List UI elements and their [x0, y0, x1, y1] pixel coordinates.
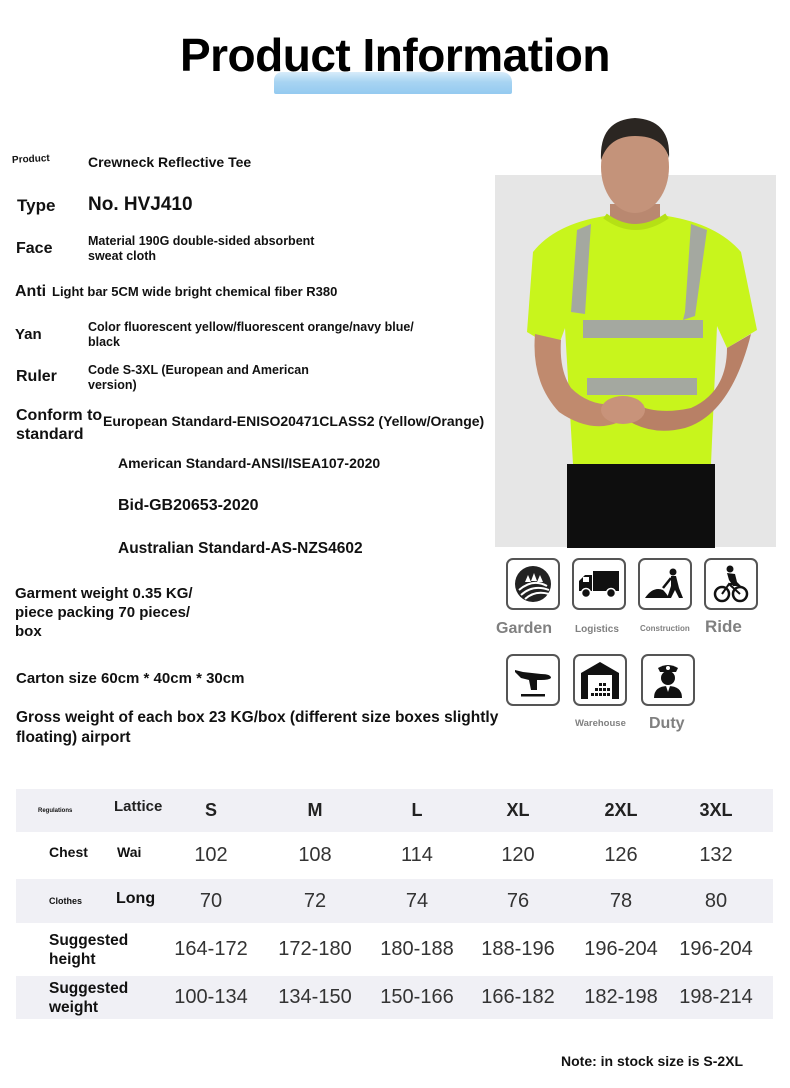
- row-label-suggested-weight-line-2: weight: [49, 998, 99, 1016]
- standard-european: European Standard-ENISO20471CLASS2 (Yellow/Orange): [103, 413, 485, 429]
- row-label-suggested-height: [49, 923, 159, 976]
- use-warehouse: [573, 654, 627, 706]
- standards-label-line-1: Conform to: [16, 407, 103, 424]
- header-size-s: S: [204, 800, 217, 820]
- row-label-clothes: Clothes: [49, 896, 83, 906]
- use-construction: [638, 558, 692, 610]
- spec-label-product: Product: [11, 153, 51, 166]
- row-label-suggested-weight-line-1: Suggested: [49, 979, 129, 997]
- spec-label-ruler: Ruler: [16, 368, 57, 385]
- cell-chest-m: 108: [298, 844, 332, 866]
- standard-australian: Australian Standard-AS-NZS4602: [118, 540, 363, 557]
- page-title: Product Information: [179, 29, 611, 81]
- gross-weight-line-2: floating) airport: [16, 729, 131, 746]
- use-label-logistics: Logistics: [575, 624, 619, 635]
- row-label-suggested-weight: [49, 976, 159, 1019]
- cell-length-l: 74: [405, 889, 429, 912]
- header-size-m: M: [307, 800, 323, 820]
- garment-weight-line-3: box: [15, 623, 42, 640]
- gross-weight-text: [16, 708, 498, 748]
- row-label-suggested-height-line-2: height: [49, 950, 96, 968]
- header-size-3xl: 3XL: [699, 800, 733, 820]
- spec-value-yan: [88, 320, 414, 350]
- cell-length-2xl: 78: [609, 889, 633, 912]
- spec-label-anti: Anti: [15, 283, 47, 300]
- garden-icon: [513, 564, 553, 604]
- stock-size-note: Note: in stock size is S-2XL: [561, 1053, 744, 1069]
- standard-bid: Bid-GB20653-2020: [118, 497, 259, 514]
- cell-weight-xl: 166-182: [481, 986, 555, 1008]
- spec-label-face: Face: [16, 240, 53, 257]
- cell-length-3xl: 80: [704, 889, 728, 912]
- garment-weight-text: [15, 584, 193, 641]
- hands-shape: [601, 396, 645, 424]
- header-regulations: Regulations: [38, 807, 73, 814]
- cell-chest-s: 102: [194, 844, 228, 866]
- row-label-chest: Chest: [49, 843, 88, 860]
- stripe-waist-horizontal: [587, 378, 697, 395]
- pants-shape: [567, 464, 715, 548]
- cell-length-xl: 76: [506, 889, 530, 912]
- spec-value-yan-line-1: Color fluorescent yellow/fluorescent orange/navy blue/: [88, 320, 414, 334]
- spec-label-yan: Yan: [15, 326, 42, 343]
- use-label-garden: Garden: [496, 620, 553, 637]
- use-duty: [641, 654, 695, 706]
- cell-height-s: 164-172: [174, 938, 248, 960]
- table-row-chest: [16, 832, 773, 879]
- truck-icon: [577, 567, 621, 601]
- spec-value-ruler-line-2: version): [88, 378, 137, 392]
- spec-value-product: Crewneck Reflective Tee: [88, 154, 252, 170]
- spec-label-type: Type: [17, 196, 56, 215]
- cell-weight-s: 100-134: [174, 986, 248, 1008]
- row-label-wai: Wai: [117, 843, 142, 860]
- construction-worker-icon: [643, 566, 687, 602]
- use-label-warehouse: Warehouse: [575, 718, 626, 729]
- use-label-ride: Ride: [705, 617, 742, 636]
- warehouse-icon: [579, 659, 621, 701]
- header-size-l: L: [411, 800, 423, 820]
- use-airport: [506, 654, 560, 706]
- spec-value-anti: Light bar 5CM wide bright chemical fiber R380: [52, 284, 338, 299]
- use-garden: [506, 558, 560, 610]
- cell-height-2xl: 196-204: [584, 938, 658, 960]
- header-size-xl: XL: [506, 800, 530, 820]
- product-photo: [495, 112, 776, 548]
- cell-height-xl: 188-196: [481, 938, 555, 960]
- garment-weight-line-2: piece packing 70 pieces/: [15, 604, 191, 621]
- garment-weight-line-1: Garment weight 0.35 KG/: [15, 585, 193, 602]
- spec-value-ruler-line-1: Code S-3XL (European and American: [88, 363, 309, 377]
- use-label-construction: Construction: [640, 624, 690, 633]
- spec-value-ruler: [88, 363, 309, 393]
- cell-height-m: 172-180: [278, 938, 352, 960]
- spec-value-yan-line-2: black: [88, 335, 120, 349]
- officer-icon: [650, 660, 686, 700]
- standard-american: American Standard-ANSI/ISEA107-2020: [118, 455, 381, 471]
- spec-value-face-line-2: sweat cloth: [88, 249, 157, 263]
- table-row-length: [16, 879, 773, 923]
- carton-size-text: Carton size 60cm * 40cm * 30cm: [16, 670, 245, 687]
- cell-weight-2xl: 182-198: [584, 986, 658, 1008]
- gross-weight-line-1: Gross weight of each box 23 KG/box (different size boxes slightly: [16, 709, 499, 726]
- spec-value-face: [88, 234, 314, 264]
- header-size-2xl: 2XL: [604, 800, 638, 820]
- standards-label-line-2: standard: [16, 426, 84, 443]
- table-row-suggested-height: [16, 923, 773, 976]
- header-lattice: Lattice: [114, 798, 163, 815]
- spec-value-type: No. HVJ410: [88, 194, 193, 215]
- size-table: [16, 789, 773, 1019]
- cell-height-3xl: 196-204: [679, 938, 753, 960]
- airplane-icon: [511, 660, 555, 700]
- row-label-long: Long: [116, 890, 156, 907]
- cell-chest-l: 114: [401, 844, 433, 866]
- cell-chest-xl: 120: [501, 844, 535, 866]
- use-label-duty: Duty: [649, 715, 685, 732]
- stripe-chest-horizontal: [583, 320, 703, 338]
- cell-weight-m: 134-150: [278, 986, 352, 1008]
- standards-label: [16, 406, 102, 444]
- cell-chest-2xl: 126: [604, 844, 638, 866]
- table-row-suggested-weight: [16, 976, 773, 1019]
- cell-weight-3xl: 198-214: [679, 986, 753, 1008]
- use-ride: [704, 558, 758, 610]
- cell-height-l: 180-188: [380, 938, 454, 960]
- cell-weight-l: 150-166: [380, 986, 454, 1008]
- cell-length-s: 70: [199, 889, 223, 912]
- row-label-suggested-height-line-1: Suggested: [49, 931, 129, 949]
- cell-length-m: 72: [303, 889, 327, 912]
- size-table-header: [16, 789, 773, 832]
- use-logistics: [572, 558, 626, 610]
- cell-chest-3xl: 132: [699, 844, 733, 866]
- cyclist-icon: [713, 564, 749, 604]
- page-title-wrap: [0, 26, 790, 84]
- spec-value-face-line-1: Material 190G double-sided absorbent: [88, 234, 315, 248]
